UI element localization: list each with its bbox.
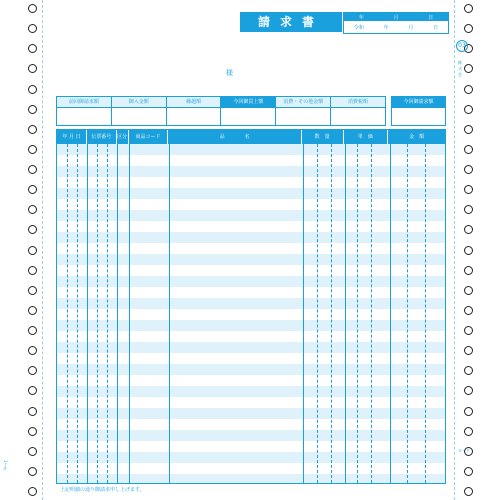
table-row bbox=[57, 430, 445, 441]
table-row bbox=[57, 408, 445, 419]
table-row bbox=[57, 188, 445, 199]
customer-honorific: 様 bbox=[226, 69, 233, 77]
column-divider bbox=[390, 144, 391, 483]
table-row bbox=[57, 397, 445, 408]
sprocket-hole bbox=[464, 246, 473, 255]
side-label-top: 株式会 bbox=[458, 60, 462, 77]
col-product-name: 品 名 bbox=[168, 130, 301, 144]
sprocket-hole bbox=[28, 286, 37, 295]
sprocket-hole bbox=[28, 467, 37, 476]
sprocket-hole bbox=[28, 427, 37, 436]
left-edge-label: 1ヶ月 bbox=[3, 460, 8, 471]
total-box bbox=[391, 96, 446, 126]
summary-header-carryover: 繰越額 bbox=[167, 97, 221, 108]
col-amount: 金 額 bbox=[409, 134, 425, 140]
table-row bbox=[57, 199, 445, 210]
date-header-day: 日 bbox=[428, 14, 434, 21]
month-label: 月 bbox=[408, 24, 414, 31]
day-label: 日 bbox=[433, 24, 439, 31]
table-row bbox=[57, 155, 445, 166]
table-row bbox=[57, 309, 445, 320]
column-subdivider bbox=[107, 144, 108, 483]
sprocket-hole bbox=[464, 24, 473, 33]
sprocket-hole bbox=[464, 165, 473, 174]
sprocket-hole bbox=[28, 165, 37, 174]
sprocket-hole bbox=[28, 125, 37, 134]
col-unit-price: 単 価 bbox=[344, 130, 389, 144]
summary-cell bbox=[221, 108, 275, 125]
sprocket-hole bbox=[464, 306, 473, 315]
column-divider bbox=[169, 144, 170, 483]
sprocket-hole bbox=[464, 85, 473, 94]
table-row bbox=[57, 353, 445, 364]
col-category: 区分 bbox=[117, 130, 129, 144]
table-row bbox=[57, 265, 445, 276]
column-divider bbox=[87, 144, 88, 483]
table-row bbox=[57, 419, 445, 430]
summary-table bbox=[56, 96, 386, 126]
sprocket-hole bbox=[464, 266, 473, 275]
sprocket-hole bbox=[28, 306, 37, 315]
right-edge-label: ロード bbox=[458, 448, 470, 453]
col-slip-number: 伝票番号 bbox=[87, 130, 117, 144]
column-subdivider bbox=[407, 144, 408, 483]
column-subdivider bbox=[357, 144, 358, 483]
sprocket-hole bbox=[28, 85, 37, 94]
table-row bbox=[57, 254, 445, 265]
sprocket-hole bbox=[28, 366, 37, 375]
right-sprocket-holes bbox=[460, 4, 476, 496]
sprocket-hole bbox=[464, 487, 473, 496]
date-header-month: 月 bbox=[393, 14, 399, 21]
detail-rows bbox=[57, 144, 445, 483]
sprocket-hole bbox=[28, 64, 37, 73]
date-header-year: 年 bbox=[358, 14, 364, 21]
footnote: 上記明細の通り御請求申し上げます。 bbox=[60, 487, 145, 493]
sprocket-hole bbox=[464, 185, 473, 194]
left-perforation bbox=[42, 0, 43, 500]
table-row bbox=[57, 441, 445, 452]
sprocket-hole bbox=[464, 125, 473, 134]
sprocket-hole bbox=[464, 326, 473, 335]
sprocket-hole bbox=[28, 24, 37, 33]
summary-header-current: 今回御買上額 bbox=[221, 97, 275, 108]
summary-cell bbox=[112, 108, 166, 125]
column-subdivider bbox=[425, 144, 426, 483]
column-divider bbox=[129, 144, 130, 483]
sprocket-hole bbox=[28, 447, 37, 456]
summary-header-tax: 消費税額 bbox=[331, 97, 385, 108]
summary-header-other: 消費・その他金額 bbox=[276, 97, 330, 108]
table-row bbox=[57, 166, 445, 177]
sprocket-hole bbox=[28, 4, 37, 13]
sprocket-hole bbox=[464, 407, 473, 416]
date-box bbox=[343, 12, 449, 34]
left-sprocket-holes bbox=[24, 4, 40, 496]
table-row bbox=[57, 452, 445, 463]
column-subdivider bbox=[97, 144, 98, 483]
summary-cell bbox=[276, 108, 330, 125]
sprocket-hole bbox=[464, 4, 473, 13]
sprocket-hole bbox=[464, 386, 473, 395]
summary-header-previous: 前回御請求額 bbox=[57, 97, 111, 108]
table-row bbox=[57, 276, 445, 287]
sprocket-hole bbox=[464, 366, 473, 375]
sprocket-hole bbox=[28, 205, 37, 214]
table-row bbox=[57, 386, 445, 397]
table-row bbox=[57, 177, 445, 188]
summary-header-payment: 御入金額 bbox=[112, 97, 166, 108]
sprocket-hole bbox=[464, 467, 473, 476]
sprocket-hole bbox=[28, 105, 37, 114]
column-divider bbox=[117, 144, 118, 483]
table-row bbox=[57, 221, 445, 232]
sprocket-hole bbox=[28, 185, 37, 194]
sprocket-hole bbox=[464, 346, 473, 355]
era-label: 令和 bbox=[353, 24, 364, 31]
sprocket-hole bbox=[28, 44, 37, 53]
column-subdivider bbox=[67, 144, 68, 483]
sprocket-hole bbox=[28, 487, 37, 496]
column-subdivider bbox=[331, 144, 332, 483]
form-title: 請求書 bbox=[240, 12, 342, 32]
table-row bbox=[57, 331, 445, 342]
year-label: 年 bbox=[383, 24, 389, 31]
summary-cell bbox=[167, 108, 221, 125]
table-row bbox=[57, 342, 445, 353]
sprocket-hole bbox=[464, 105, 473, 114]
sprocket-hole bbox=[28, 266, 37, 275]
col-quantity: 数 量 bbox=[302, 130, 344, 144]
table-row bbox=[57, 144, 445, 155]
sprocket-hole bbox=[28, 326, 37, 335]
summary-cell bbox=[331, 108, 385, 125]
sprocket-hole bbox=[28, 225, 37, 234]
col-date: 年 月 日 bbox=[57, 130, 87, 144]
right-perforation bbox=[454, 0, 455, 500]
sprocket-hole bbox=[464, 427, 473, 436]
column-divider bbox=[345, 144, 346, 483]
column-subdivider bbox=[371, 144, 372, 483]
column-subdivider bbox=[77, 144, 78, 483]
sprocket-hole bbox=[28, 246, 37, 255]
table-row bbox=[57, 474, 445, 484]
col-product-code: 商品コード bbox=[129, 130, 169, 144]
table-row bbox=[57, 243, 445, 254]
detail-table-header bbox=[57, 130, 445, 144]
sprocket-hole bbox=[28, 145, 37, 154]
total-header: 今回御請求額 bbox=[392, 97, 445, 108]
detail-table bbox=[56, 129, 446, 484]
column-divider bbox=[303, 144, 304, 483]
sprocket-hole bbox=[28, 407, 37, 416]
table-row bbox=[57, 375, 445, 386]
table-row bbox=[57, 298, 445, 309]
table-row bbox=[57, 364, 445, 375]
summary-cell bbox=[57, 108, 111, 125]
sprocket-hole bbox=[28, 346, 37, 355]
sprocket-hole bbox=[28, 386, 37, 395]
table-row bbox=[57, 320, 445, 331]
sprocket-hole bbox=[464, 64, 473, 73]
table-row bbox=[57, 232, 445, 243]
sprocket-hole bbox=[464, 225, 473, 234]
table-row bbox=[57, 463, 445, 474]
table-row bbox=[57, 210, 445, 221]
table-row bbox=[57, 287, 445, 298]
sprocket-hole bbox=[464, 205, 473, 214]
sprocket-hole bbox=[464, 145, 473, 154]
sprocket-hole bbox=[464, 286, 473, 295]
form-number-circle: 03 bbox=[456, 40, 468, 52]
column-subdivider bbox=[317, 144, 318, 483]
